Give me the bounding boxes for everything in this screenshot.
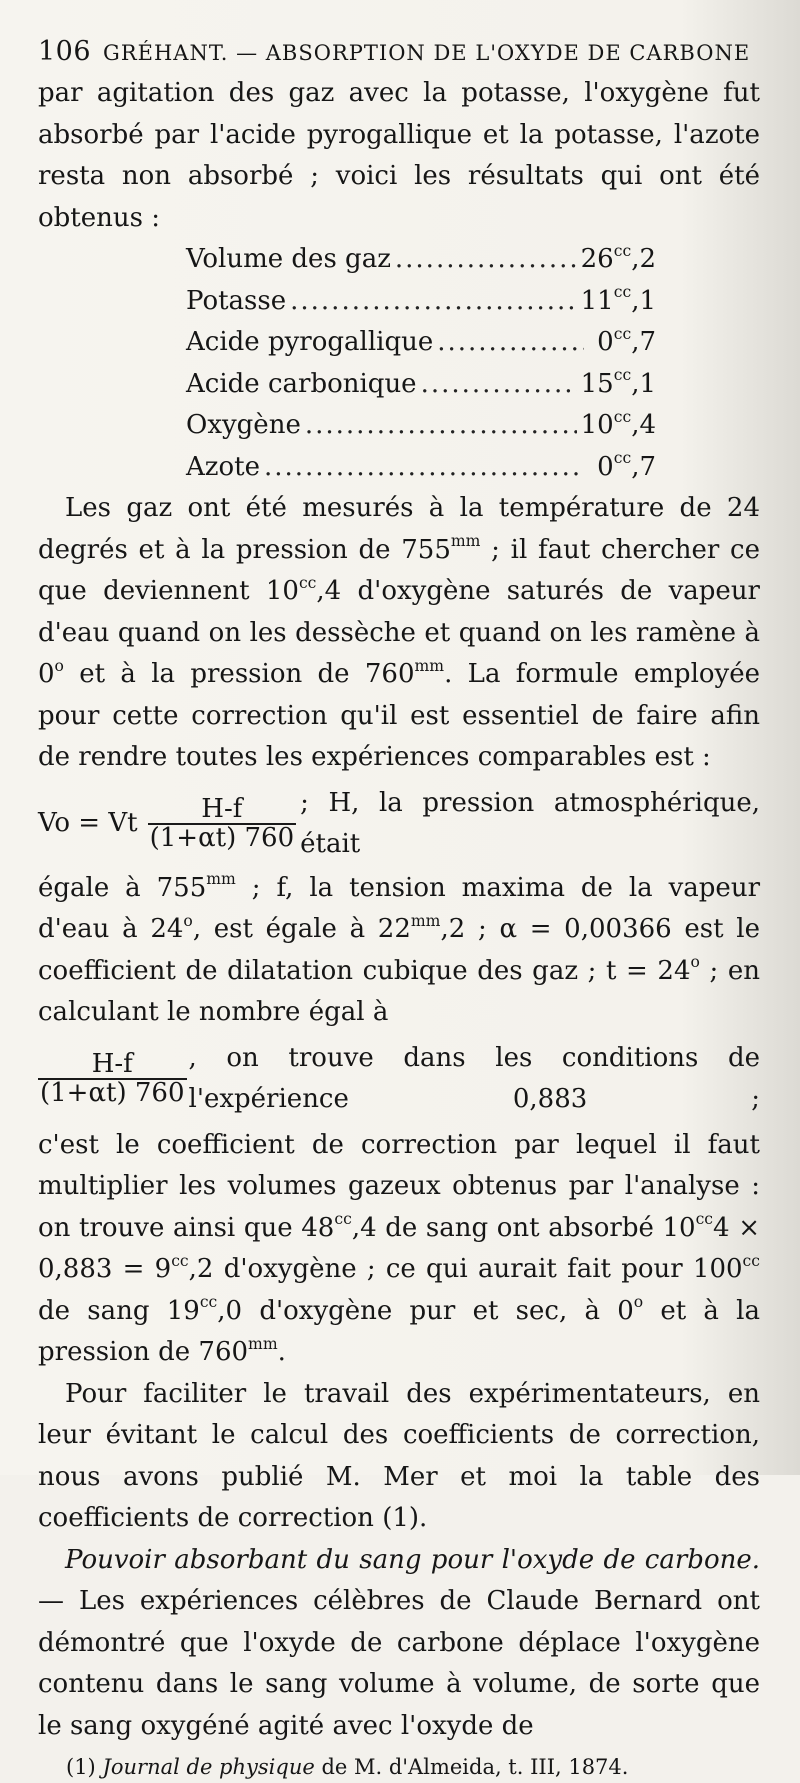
formula-fraction	[38, 1048, 187, 1108]
result-row	[186, 405, 656, 447]
footnote-journal: Journal de physique	[102, 1755, 315, 1779]
paragraph-absorbing-power: Pouvoir absorbant du sang pour l'oxyde de carbone.— Les expériences célèbres de Claude Bernard ont démontré que l'oxyde de carbone déplace l'oxygène contenu dans le sang volume à volume, de sorte que le sang oxygéné agité avec l'oxyde de	[38, 1544, 760, 1741]
paragraph-table-publication: Pour faciliter le travail des expérimentateurs, en leur évitant le calcul des coefficients de correction, nous avons publié M. Mer et moi la table des coefficients de correction (1).	[38, 1378, 760, 1533]
result-value: $15^{cc},1$	[580, 366, 656, 399]
result-row	[186, 447, 656, 489]
paragraph-result: c'est le coefficient de correction par lequel il faut multiplier les volumes gazeux obtenus par l'analyse : on trouve ainsi que $48^{cc},4$ de sang ont absorbé $10^{cc}4 \times 0,883 = 9^{cc},2$ d'oxygène ; ce qui aurait fait pour $100^{cc}$ de sang $19^{cc},0$ d'oxygène pur et sec, à 0$^o$ et à la pression de $760^{mm}$.	[38, 1129, 760, 1367]
result-value: $0^{cc},7$	[597, 449, 656, 482]
fraction-denominator: (1+αt) 760	[149, 823, 295, 853]
leader-dots	[305, 405, 577, 447]
paragraph-intro: par agitation des gaz avec la potasse, l'oxygène fut absorbé par l'acide pyrogallique et la potasse, l'azote resta non absorbé ; voici les résultats qui ont été obtenus :	[38, 78, 760, 233]
correction-formula	[38, 783, 760, 866]
running-title: GRÉHANT. — ABSORPTION DE L'OXYDE DE CARBONE	[103, 41, 751, 65]
footnote	[38, 1751, 760, 1783]
footnote-marker: (1)	[66, 1755, 96, 1779]
result-value: $10^{cc},4$	[580, 407, 656, 440]
fraction-numerator: H-f	[38, 1051, 187, 1080]
formula-trailing-text: , on trouve dans les conditions de l'expérience 0,883 ;	[188, 1042, 760, 1114]
result-row	[186, 281, 656, 323]
leader-dots	[264, 447, 584, 489]
result-label: Potasse	[186, 285, 287, 316]
formula-fraction	[148, 793, 297, 853]
leader-dots	[395, 239, 577, 281]
coefficient-formula	[38, 1038, 760, 1121]
section-heading-italic: Pouvoir absorbant du sang pour l'oxyde de carbone.	[65, 1544, 760, 1575]
result-value: $26^{cc},2$	[580, 241, 656, 274]
footnote-text: de M. d'Almeida, t. III, 1874.	[314, 1755, 629, 1779]
page-number: 106	[38, 36, 92, 67]
results-table	[186, 239, 656, 488]
result-value: $0^{cc},7$	[597, 324, 656, 357]
result-label: Acide carbonique	[186, 368, 417, 399]
page-header	[38, 36, 760, 67]
leader-dots	[437, 322, 584, 364]
formula-lhs: Vo = Vt	[38, 808, 138, 839]
result-row	[186, 239, 656, 281]
result-value: $11^{cc},1$	[580, 283, 656, 316]
result-label: Volume des gaz	[186, 244, 391, 274]
result-label: Acide pyrogallique	[186, 327, 434, 357]
paragraph-values: égale à $755^{mm}$ ; f, la tension maxima de la vapeur d'eau à 24$^o$, est égale à $22^{mm},2$ ; α = 0,00366 est le coefficient de dilatation cubique des gaz ; $t = 24^o$ ; en calculant le nombre égal à	[38, 870, 761, 1027]
fraction-denominator: (1+αt) 760	[40, 1078, 185, 1108]
formula-trailing-text: ; H, la pression atmosphérique, était	[300, 787, 760, 859]
leader-dots	[421, 364, 577, 406]
paragraph-measurement: Les gaz ont été mesurés à la température de 24 degrés et à la pression de $755^{mm}$ ; il faut chercher ce que deviennent $10^{cc},4$ d'oxygène saturés de vapeur d'eau quand on les dessèche et quand on les ramène à 0$^o$ et à la pression de $760^{mm}$. La formule employée pour cette correction qu'il est essentiel de faire afin de rendre toutes les expériences comparables est :	[38, 493, 760, 772]
result-row	[186, 364, 656, 406]
result-label: Oxygène	[186, 410, 301, 440]
result-label: Azote	[186, 451, 260, 482]
leader-dots	[290, 281, 577, 323]
result-row	[186, 322, 656, 364]
fraction-numerator: H-f	[148, 796, 297, 825]
